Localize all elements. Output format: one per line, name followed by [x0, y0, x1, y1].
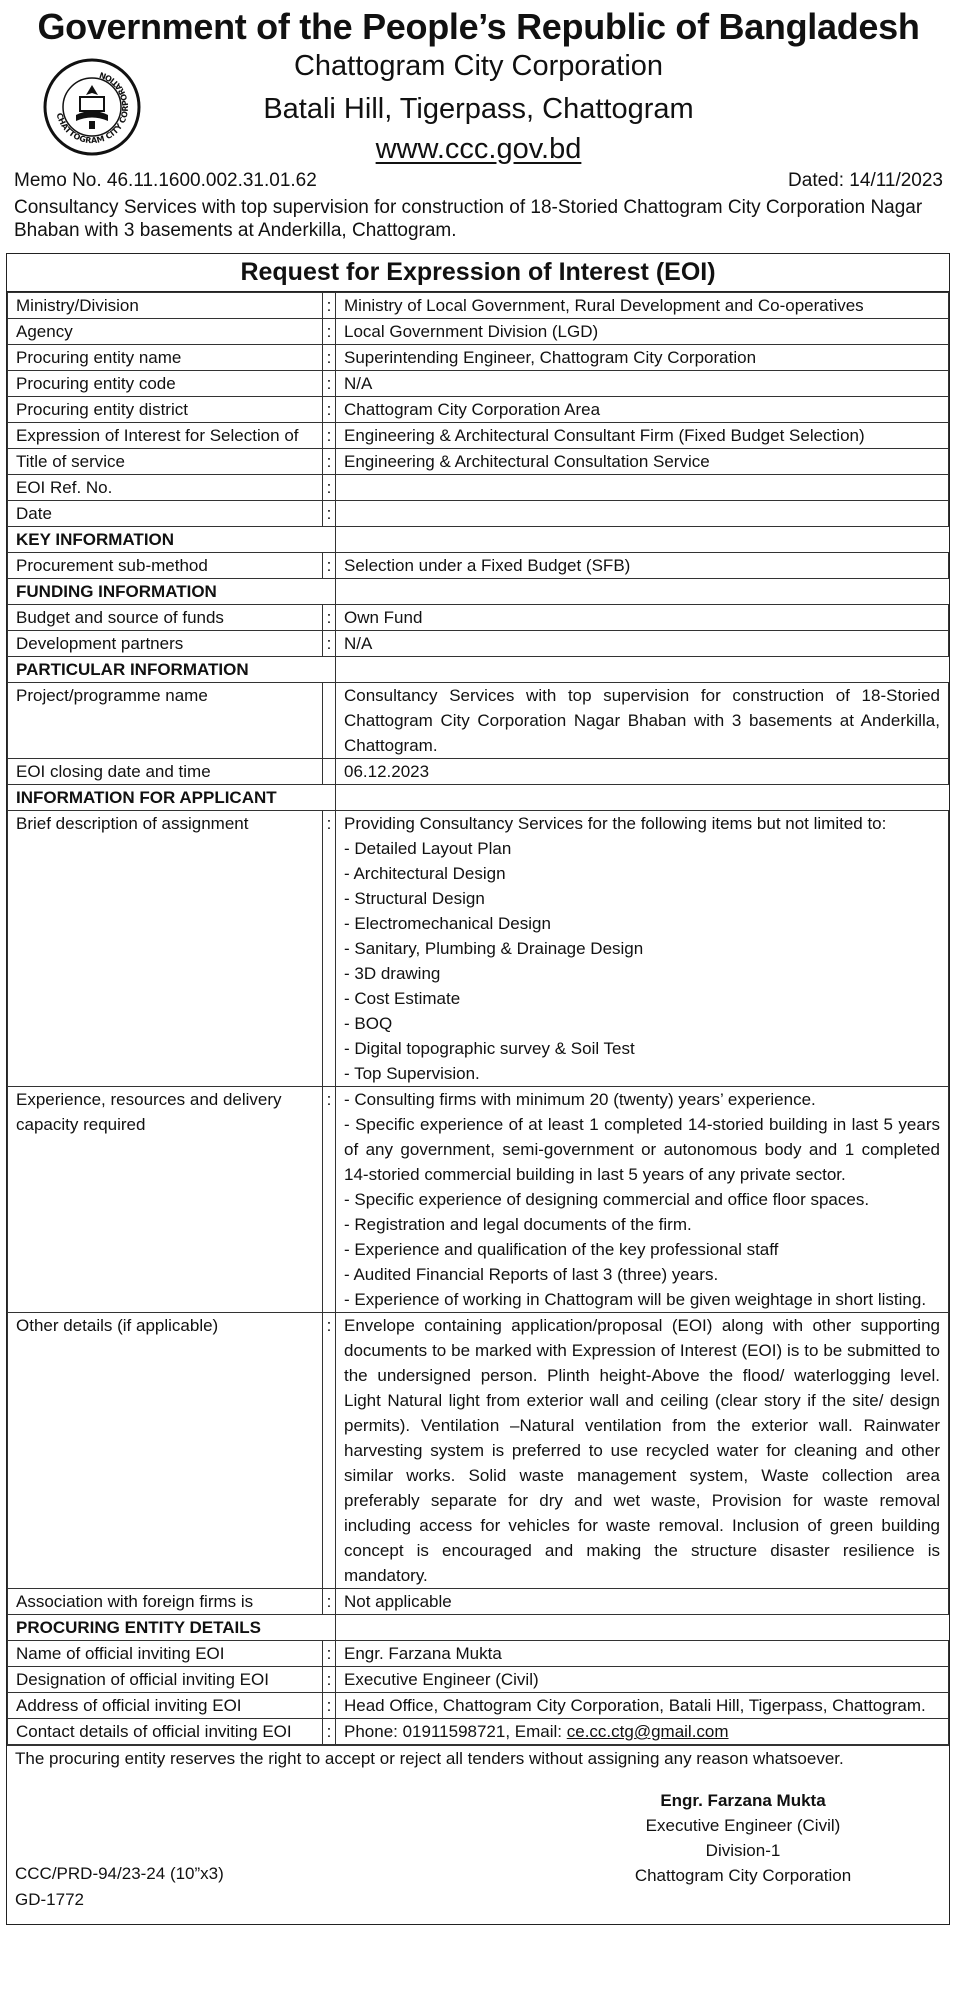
row-label: Designation of official inviting EOI	[8, 1667, 323, 1693]
row-label: Procuring entity district	[8, 397, 323, 423]
list-item: - Structural Design	[344, 889, 485, 908]
row-value: N/A	[336, 371, 949, 397]
table-row	[8, 683, 949, 759]
row-label: Contact details of official inviting EOI	[8, 1719, 323, 1745]
row-value: Superintending Engineer, Chattogram City Corporation	[336, 345, 949, 371]
reservation-notice: The procuring entity reserves the right to accept or reject all tenders without assigning any reason whatsoever.	[7, 1745, 949, 1772]
footer	[7, 1772, 949, 1924]
row-value	[336, 501, 949, 527]
row-colon: :	[323, 319, 336, 345]
empty-cell	[336, 527, 949, 553]
row-label: Ministry/Division	[8, 293, 323, 319]
row-label: Agency	[8, 319, 323, 345]
brief-intro: Providing Consultancy Services for the following items but not limited to:	[344, 814, 887, 833]
gd-reference: GD-1772	[15, 1890, 84, 1909]
section-heading-row	[8, 785, 949, 811]
row-value	[336, 1719, 949, 1745]
signatory-name: Engr. Farzana Mukta	[660, 1791, 826, 1810]
section-heading: INFORMATION FOR APPLICANT	[8, 785, 336, 811]
row-value: Own Fund	[336, 605, 949, 631]
empty-cell	[336, 785, 949, 811]
row-colon: :	[323, 811, 336, 1087]
section-heading: KEY INFORMATION	[8, 527, 336, 553]
list-item: - Sanitary, Plumbing & Drainage Design	[344, 939, 644, 958]
row-value	[336, 811, 949, 1087]
row-label: Date	[8, 501, 323, 527]
table-row	[8, 1589, 949, 1615]
list-item: - Specific experience of designing commercial and office floor spaces.	[344, 1190, 870, 1209]
table-row	[8, 293, 949, 319]
list-item: - Experience of working in Chattogram will be given weightage in short listing.	[344, 1290, 927, 1309]
row-value: Chattogram City Corporation Area	[336, 397, 949, 423]
row-value: Head Office, Chattogram City Corporation, Batali Hill, Tigerpass, Chattogram.	[336, 1693, 949, 1719]
row-colon: :	[323, 345, 336, 371]
signature-block	[593, 1788, 893, 1888]
row-colon: :	[323, 1693, 336, 1719]
list-item: - Specific experience of at least 1 completed 14-storied building in last 5 years of any government, semi-government or autonomous body and 1 completed 14-storied commercial building in last 5 years of any private sector.	[344, 1115, 940, 1184]
section-heading: FUNDING INFORMATION	[8, 579, 336, 605]
table-row	[8, 1087, 949, 1313]
table-row	[8, 1667, 949, 1693]
table-row	[8, 553, 949, 579]
list-item: - Consulting firms with minimum 20 (twenty) years’ experience.	[344, 1090, 816, 1109]
row-value: Executive Engineer (Civil)	[336, 1667, 949, 1693]
table-row	[8, 397, 949, 423]
svg-text:CHATTOGRAM CITY CORPORATION: CHATTOGRAM CITY CORPORATION	[54, 69, 131, 146]
row-value: Engineering & Architectural Consultant Firm (Fixed Budget Selection)	[336, 423, 949, 449]
row-colon: :	[323, 371, 336, 397]
section-heading: PARTICULAR INFORMATION	[8, 657, 336, 683]
row-label: Project/programme name	[8, 683, 323, 759]
row-colon: :	[323, 605, 336, 631]
list-item: - Audited Financial Reports of last 3 (three) years.	[344, 1265, 719, 1284]
table-row	[8, 319, 949, 345]
row-label: Expression of Interest for Selection of	[8, 423, 323, 449]
list-item: - Electromechanical Design	[344, 914, 551, 933]
section-heading: PROCURING ENTITY DETAILS	[8, 1615, 336, 1641]
table-row	[8, 1693, 949, 1719]
table-row	[8, 1719, 949, 1745]
table-row	[8, 1313, 949, 1589]
row-colon: :	[323, 1087, 336, 1313]
table-row	[8, 449, 949, 475]
table-row	[8, 811, 949, 1087]
row-colon: :	[323, 553, 336, 579]
row-colon: :	[323, 449, 336, 475]
section-heading-row	[8, 1615, 949, 1641]
row-colon: :	[323, 1641, 336, 1667]
eoi-notice	[6, 253, 950, 1925]
row-colon: :	[323, 1589, 336, 1615]
row-colon: :	[323, 1719, 336, 1745]
row-value: Engineering & Architectural Consultation Service	[336, 449, 949, 475]
row-colon: :	[323, 1667, 336, 1693]
row-colon: :	[323, 501, 336, 527]
letterhead	[0, 0, 957, 172]
table-row	[8, 475, 949, 501]
table-row	[8, 501, 949, 527]
memo-number: Memo No. 46.11.1600.002.31.01.62	[14, 170, 317, 191]
row-label: Procuring entity name	[8, 345, 323, 371]
row-label: Procurement sub-method	[8, 553, 323, 579]
row-label: Procuring entity code	[8, 371, 323, 397]
table-row	[8, 605, 949, 631]
memo-subject: Consultancy Services with top supervision for construction of 18-Storied Chattogram City Corporation Nagar Bhaban with 3 basements at Anderkilla, Chattogram.	[14, 197, 923, 241]
list-item: - Top Supervision.	[344, 1064, 480, 1083]
list-item: - Digital topographic survey & Soil Test	[344, 1039, 635, 1058]
row-value: 06.12.2023	[336, 759, 949, 785]
organization-name: Chattogram City Corporation	[293, 50, 664, 82]
row-label: Experience, resources and delivery capacity required	[8, 1087, 323, 1313]
email-link[interactable]: ce.cc.ctg@gmail.com	[566, 1722, 729, 1741]
signatory-organization: Chattogram City Corporation	[634, 1866, 852, 1885]
eoi-table	[7, 292, 949, 1745]
row-value: Consultancy Services with top supervision for construction of 18-Storied Chattogram City Corporation Nagar Bhaban with 3 basements at Anderkilla, Chattogram.	[336, 683, 949, 759]
list-item: - 3D drawing	[344, 964, 441, 983]
organization-address: Batali Hill, Tigerpass, Chattogram	[263, 93, 694, 125]
list-item: - BOQ	[344, 1014, 393, 1033]
row-label: EOI closing date and time	[8, 759, 323, 785]
row-label: EOI Ref. No.	[8, 475, 323, 501]
table-row	[8, 631, 949, 657]
empty-cell	[336, 1615, 949, 1641]
row-colon: :	[323, 397, 336, 423]
row-value: Local Government Division (LGD)	[336, 319, 949, 345]
signatory-division: Division-1	[705, 1841, 781, 1860]
table-row	[8, 345, 949, 371]
row-label: Title of service	[8, 449, 323, 475]
row-value: Selection under a Fixed Budget (SFB)	[336, 553, 949, 579]
row-label: Address of official inviting EOI	[8, 1693, 323, 1719]
row-value: Ministry of Local Government, Rural Development and Co-operatives	[336, 293, 949, 319]
eoi-heading: Request for Expression of Interest (EOI)	[7, 254, 949, 292]
list-item: - Registration and legal documents of the firm.	[344, 1215, 692, 1234]
row-colon: :	[323, 293, 336, 319]
row-value: Not applicable	[336, 1589, 949, 1615]
memo-date: Dated: 14/11/2023	[788, 170, 943, 191]
row-value	[336, 1087, 949, 1313]
table-row	[8, 423, 949, 449]
list-item: - Cost Estimate	[344, 989, 461, 1008]
table-row	[8, 759, 949, 785]
prd-reference: CCC/PRD-94/23-24 (10”x3)	[15, 1864, 224, 1883]
list-item: - Detailed Layout Plan	[344, 839, 512, 858]
row-label: Other details (if applicable)	[8, 1313, 323, 1589]
empty-cell	[336, 579, 949, 605]
section-heading-row	[8, 579, 949, 605]
row-colon: :	[323, 631, 336, 657]
table-row	[8, 371, 949, 397]
row-label: Brief description of assignment	[8, 811, 323, 1087]
list-item: - Architectural Design	[344, 864, 506, 883]
contact-phone: Phone: 01911598721, Email:	[344, 1722, 567, 1741]
row-colon: :	[323, 475, 336, 501]
table-row	[8, 1641, 949, 1667]
row-value: Engr. Farzana Mukta	[336, 1641, 949, 1667]
row-label: Association with foreign firms is	[8, 1589, 323, 1615]
row-colon: :	[323, 423, 336, 449]
list-item: - Experience and qualification of the key professional staff	[344, 1240, 779, 1259]
website-link[interactable]: www.ccc.gov.bd	[375, 133, 582, 165]
row-label: Budget and source of funds	[8, 605, 323, 631]
section-heading-row	[8, 657, 949, 683]
empty-cell	[336, 657, 949, 683]
row-value: Envelope containing application/proposal (EOI) along with other supporting documents to be marked with Expression of Interest (EOI) is to be submitted to the undersigned person. Plinth height-Above the flood/ waterlogging level. Light Natural light from exterior wall and ceiling (clear story if the site/ design permits). Ventilation –Natural ventilation from the exterior wall. Rainwater harvesting system is preferred to use recycled water for cleaning and other similar works. Solid waste management system, Waste collection area preferably separate for dry and wet waste, Provision for waste removal including access for vehicles for waste removal. Inclusion of green building concept is encouraged and making the structure disaster resilience is mandatory.	[336, 1313, 949, 1589]
row-label: Name of official inviting EOI	[8, 1641, 323, 1667]
row-value	[336, 475, 949, 501]
row-label: Development partners	[8, 631, 323, 657]
row-colon	[323, 759, 336, 785]
document-title: Government of the People’s Republic of Bangladesh	[37, 6, 920, 47]
section-heading-row	[8, 527, 949, 553]
signatory-designation: Executive Engineer (Civil)	[645, 1816, 841, 1835]
row-value: N/A	[336, 631, 949, 657]
row-colon	[323, 683, 336, 759]
row-colon: :	[323, 1313, 336, 1589]
